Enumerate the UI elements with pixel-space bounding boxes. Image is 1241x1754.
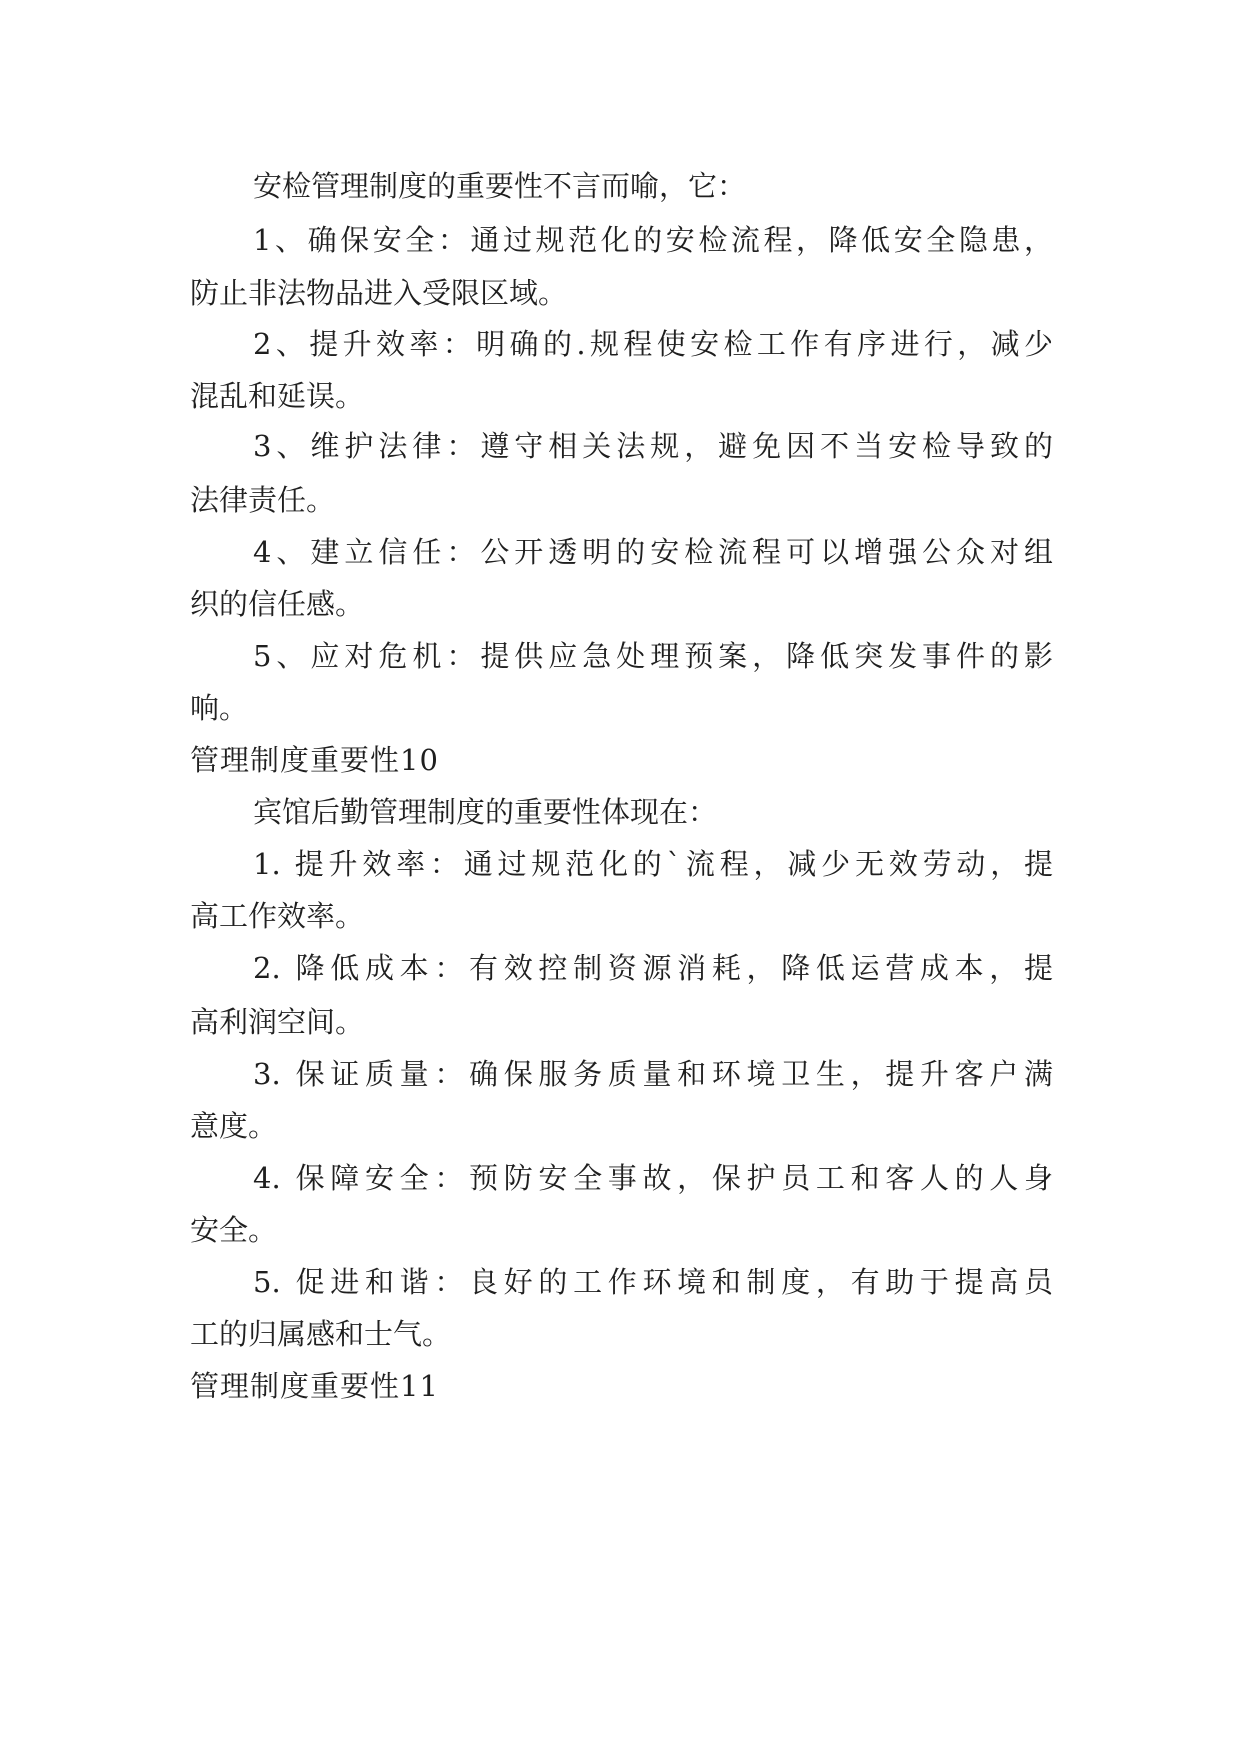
section-a-item-3-line-1: 3、维护法律：遵守相关法规，避免因不当安检导致的 xyxy=(253,429,1053,463)
section-b-item-1-line-1: 1. 提升效率：通过规范化的`流程，减少无效劳动，提 xyxy=(253,847,1053,881)
section-b-item-5-line-2: 工的归属感和士气。 xyxy=(190,1317,452,1351)
section-a-item-4-line-1: 4、建立信任：公开透明的安检流程可以增强公众对组 xyxy=(253,535,1053,569)
section-a-item-4-line-2: 织的信任感。 xyxy=(190,587,365,621)
section-a-item-1-line-2: 防止非法物品进入受限区域。 xyxy=(190,276,568,310)
section-a-item-2-line-2: 混乱和延误。 xyxy=(190,379,365,413)
section-a-item-5-line-2: 响。 xyxy=(190,691,249,725)
section-a-item-5-line-1: 5、应对危机：提供应急处理预案，降低突发事件的影 xyxy=(253,639,1053,673)
section-b-item-5-line-1: 5. 促进和谐：良好的工作环境和制度，有助于提高员 xyxy=(253,1265,1053,1299)
section-a-item-3-line-2: 法律责任。 xyxy=(190,483,336,517)
section-b-item-4-line-2: 安全。 xyxy=(190,1213,278,1247)
section-a-intro: 安检管理制度的重要性不言而喻，它： xyxy=(253,169,747,203)
section-b-item-3-line-1: 3. 保证质量：确保服务质量和环境卫生，提升客户满 xyxy=(253,1057,1053,1091)
section-a-item-2-line-1: 2、提升效率：明确的.规程使安检工作有序进行，减少 xyxy=(253,327,1053,361)
section-a-item-1-line-1: 1、确保安全：通过规范化的安检流程，降低安全隐患， xyxy=(253,223,1053,257)
heading-10: 管理制度重要性10 xyxy=(190,743,439,777)
section-b-item-4-line-1: 4. 保障安全：预防安全事故，保护员工和客人的人身 xyxy=(253,1161,1053,1195)
section-b-item-1-line-2: 高工作效率。 xyxy=(190,899,365,933)
heading-11: 管理制度重要性11 xyxy=(190,1369,439,1403)
section-b-item-3-line-2: 意度。 xyxy=(190,1109,278,1143)
section-b-intro: 宾馆后勤管理制度的重要性体现在： xyxy=(253,795,718,829)
section-b-item-2-line-1: 2. 降低成本：有效控制资源消耗，降低运营成本，提 xyxy=(253,951,1053,985)
section-b-item-2-line-2: 高利润空间。 xyxy=(190,1005,365,1039)
